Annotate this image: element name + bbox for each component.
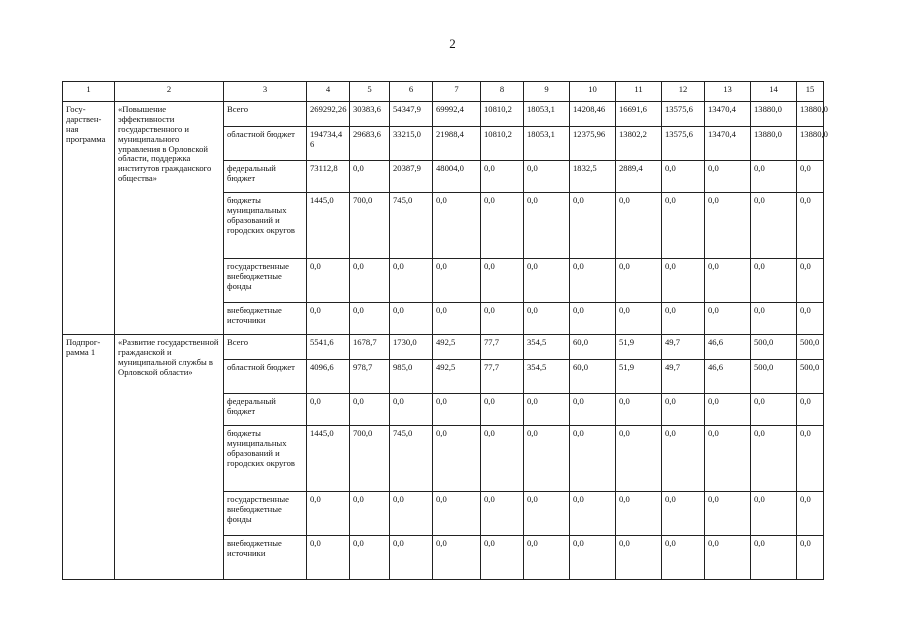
value-cell: 0,0 [481,193,524,259]
value-cell: 0,0 [751,536,797,580]
funding-source: бюджеты муниципальных образований и городских округов [224,193,307,259]
value-cell: 1678,7 [350,335,390,360]
funding-source: Всего [224,335,307,360]
value-cell: 0,0 [481,426,524,492]
value-cell: 0,0 [705,303,751,335]
funding-source: государственные внебюджетные фонды [224,259,307,303]
section-title: «Развитие государственной гражданской и муниципальной службы в Орловской области» [115,335,224,580]
value-cell: 0,0 [390,492,433,536]
funding-source: областной бюджет [224,360,307,394]
value-cell: 0,0 [390,303,433,335]
value-cell: 700,0 [350,426,390,492]
value-cell: 0,0 [390,394,433,426]
value-cell: 0,0 [705,536,751,580]
value-cell: 0,0 [433,426,481,492]
value-cell: 0,0 [350,303,390,335]
value-cell: 0,0 [524,536,570,580]
column-header: 11 [616,82,662,102]
value-cell: 0,0 [433,536,481,580]
table-row [63,102,824,127]
value-cell: 500,0 [797,335,824,360]
value-cell: 0,0 [751,303,797,335]
column-header: 3 [224,82,307,102]
funding-source: бюджеты муниципальных образований и городских округов [224,426,307,492]
value-cell: 33215,0 [390,127,433,161]
value-cell: 0,0 [307,492,350,536]
value-cell: 0,0 [662,492,705,536]
page-number: 2 [449,36,456,51]
value-cell: 0,0 [570,394,616,426]
value-cell: 0,0 [662,394,705,426]
column-header: 9 [524,82,570,102]
value-cell: 492,5 [433,360,481,394]
value-cell: 0,0 [433,394,481,426]
value-cell: 0,0 [797,394,824,426]
value-cell: 1730,0 [390,335,433,360]
value-cell: 0,0 [797,536,824,580]
value-cell: 0,0 [616,259,662,303]
value-cell: 14208,46 [570,102,616,127]
value-cell: 0,0 [705,259,751,303]
value-cell: 49,7 [662,360,705,394]
value-cell: 0,0 [524,303,570,335]
value-cell: 0,0 [797,303,824,335]
value-cell: 0,0 [797,259,824,303]
value-cell: 5541,6 [307,335,350,360]
value-cell: 0,0 [570,536,616,580]
value-cell: 0,0 [481,259,524,303]
value-cell: 0,0 [616,303,662,335]
value-cell: 0,0 [570,193,616,259]
value-cell: 1445,0 [307,426,350,492]
value-cell: 0,0 [481,303,524,335]
value-cell: 2889,4 [616,161,662,193]
funding-source: федеральный бюджет [224,394,307,426]
column-header: 4 [307,82,350,102]
value-cell: 978,7 [350,360,390,394]
column-header: 10 [570,82,616,102]
value-cell: 0,0 [797,492,824,536]
value-cell: 69992,4 [433,102,481,127]
value-cell: 10810,2 [481,102,524,127]
value-cell: 700,0 [350,193,390,259]
value-cell: 0,0 [705,492,751,536]
value-cell: 30383,6 [350,102,390,127]
value-cell: 194734,4 6 [307,127,350,161]
value-cell: 0,0 [662,303,705,335]
value-cell: 0,0 [350,536,390,580]
value-cell: 0,0 [705,426,751,492]
value-cell: 0,0 [751,259,797,303]
value-cell: 0,0 [616,193,662,259]
value-cell: 0,0 [390,536,433,580]
value-cell: 29683,6 [350,127,390,161]
value-cell: 13880,0 [751,102,797,127]
column-header: 8 [481,82,524,102]
value-cell: 269292,26 [307,102,350,127]
value-cell: 10810,2 [481,127,524,161]
value-cell: 0,0 [751,394,797,426]
value-cell: 0,0 [570,303,616,335]
value-cell: 0,0 [662,161,705,193]
value-cell: 73112,8 [307,161,350,193]
value-cell: 0,0 [570,426,616,492]
value-cell: 20387,9 [390,161,433,193]
value-cell: 0,0 [433,492,481,536]
value-cell: 0,0 [481,394,524,426]
value-cell: 0,0 [751,492,797,536]
section-title: «Повышение эффективности государственного и муниципального управления в Орловской области, поддержка институтов гражданского общества» [115,102,224,335]
value-cell: 0,0 [616,492,662,536]
value-cell: 0,0 [570,259,616,303]
value-cell: 0,0 [616,394,662,426]
value-cell: 16691,6 [616,102,662,127]
section-type: Госу- дарствен- ная программа [63,102,115,335]
column-header: 2 [115,82,224,102]
column-header: 1 [63,82,115,102]
value-cell: 13575,6 [662,102,705,127]
value-cell: 354,5 [524,360,570,394]
value-cell: 745,0 [390,193,433,259]
value-cell: 0,0 [307,536,350,580]
value-cell: 46,6 [705,335,751,360]
value-cell: 500,0 [751,360,797,394]
value-cell: 0,0 [616,426,662,492]
value-cell: 18053,1 [524,127,570,161]
value-cell: 12375,96 [570,127,616,161]
value-cell: 0,0 [662,426,705,492]
value-cell: 0,0 [570,492,616,536]
value-cell: 745,0 [390,426,433,492]
value-cell: 0,0 [751,426,797,492]
table-header [63,82,824,102]
value-cell: 0,0 [662,259,705,303]
value-cell: 51,9 [616,335,662,360]
value-cell: 985,0 [390,360,433,394]
value-cell: 13470,4 [705,102,751,127]
value-cell: 13470,4 [705,127,751,161]
value-cell: 49,7 [662,335,705,360]
value-cell: 0,0 [307,303,350,335]
value-cell: 0,0 [705,193,751,259]
value-cell: 0,0 [616,536,662,580]
value-cell: 13880,0 [797,127,824,161]
value-cell: 0,0 [662,536,705,580]
budget-table [62,81,828,580]
value-cell: 51,9 [616,360,662,394]
value-cell: 0,0 [705,394,751,426]
value-cell: 0,0 [751,161,797,193]
value-cell: 1445,0 [307,193,350,259]
value-cell: 46,6 [705,360,751,394]
value-cell: 0,0 [797,426,824,492]
column-header: 15 [797,82,824,102]
value-cell: 13575,6 [662,127,705,161]
header-row [63,82,824,102]
value-cell: 0,0 [350,161,390,193]
value-cell: 0,0 [524,426,570,492]
value-cell: 13880,0 [797,102,824,127]
table-row [63,335,824,360]
value-cell: 0,0 [797,161,824,193]
value-cell: 500,0 [751,335,797,360]
value-cell: 4096,6 [307,360,350,394]
value-cell: 0,0 [481,492,524,536]
value-cell: 0,0 [524,394,570,426]
value-cell: 0,0 [433,193,481,259]
value-cell: 0,0 [524,161,570,193]
value-cell: 13880,0 [751,127,797,161]
value-cell: 0,0 [307,394,350,426]
value-cell: 0,0 [433,303,481,335]
funding-source: Всего [224,102,307,127]
value-cell: 0,0 [524,259,570,303]
value-cell: 60,0 [570,360,616,394]
value-cell: 48004,0 [433,161,481,193]
column-header: 12 [662,82,705,102]
funding-source: государственные внебюджетные фонды [224,492,307,536]
value-cell: 60,0 [570,335,616,360]
value-cell: 0,0 [307,259,350,303]
value-cell: 0,0 [350,492,390,536]
column-header: 6 [390,82,433,102]
column-header: 5 [350,82,390,102]
value-cell: 0,0 [481,536,524,580]
value-cell: 0,0 [751,193,797,259]
value-cell: 0,0 [705,161,751,193]
value-cell: 0,0 [481,161,524,193]
funding-source: федеральный бюджет [224,161,307,193]
value-cell: 54347,9 [390,102,433,127]
value-cell: 0,0 [524,193,570,259]
value-cell: 0,0 [524,492,570,536]
funding-source: внебюджетные источники [224,303,307,335]
value-cell: 0,0 [662,193,705,259]
funding-source: внебюджетные источники [224,536,307,580]
column-header: 14 [751,82,797,102]
value-cell: 77,7 [481,360,524,394]
value-cell: 21988,4 [433,127,481,161]
table-body [63,102,828,580]
value-cell: 492,5 [433,335,481,360]
value-cell: 0,0 [350,259,390,303]
value-cell: 0,0 [390,259,433,303]
value-cell: 77,7 [481,335,524,360]
value-cell: 0,0 [433,259,481,303]
section-type: Подпрог- рамма 1 [63,335,115,580]
value-cell: 1832,5 [570,161,616,193]
column-header: 7 [433,82,481,102]
value-cell: 18053,1 [524,102,570,127]
value-cell: 0,0 [350,394,390,426]
value-cell: 500,0 [797,360,824,394]
value-cell: 13802,2 [616,127,662,161]
value-cell: 354,5 [524,335,570,360]
value-cell: 0,0 [797,193,824,259]
column-header: 13 [705,82,751,102]
funding-source: областной бюджет [224,127,307,161]
